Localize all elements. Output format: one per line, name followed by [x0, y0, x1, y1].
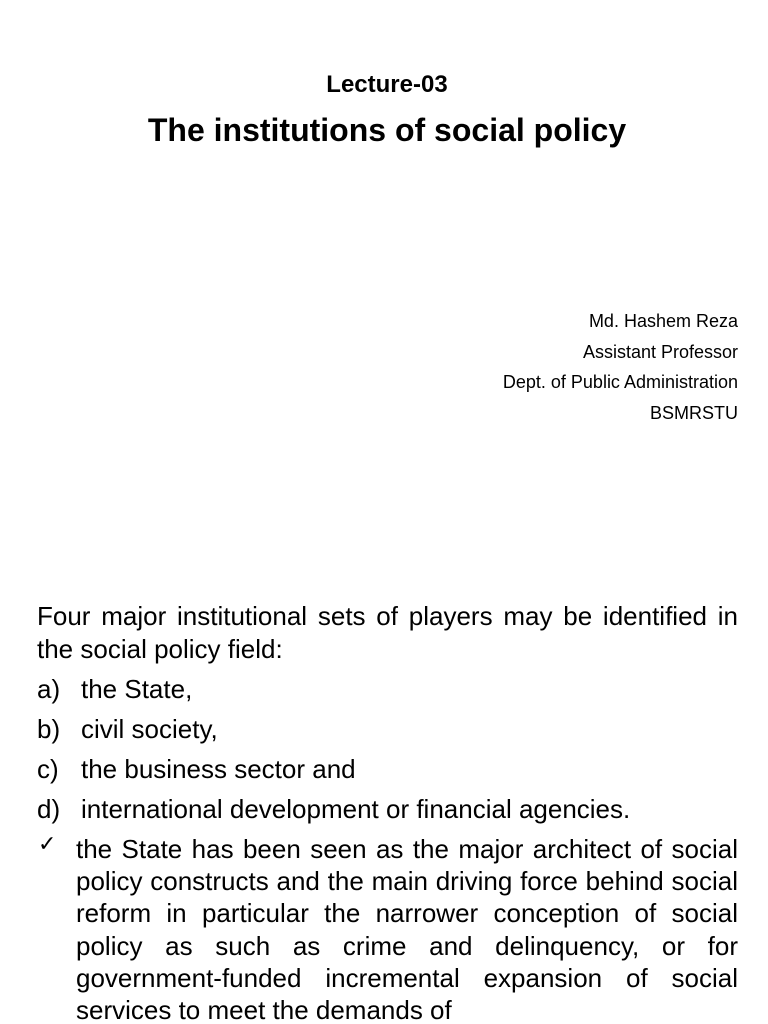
list-item-text: international development or financial agencies. [81, 794, 631, 824]
list-item-text: civil society, [81, 714, 218, 744]
author-block [503, 306, 738, 429]
author-name: Md. Hashem Reza [588, 311, 738, 331]
list-item-text: the business sector and [81, 754, 356, 784]
checkmark-icon: ✓ [38, 832, 57, 857]
institutions-list [37, 673, 738, 825]
author-department: Dept. of Public Administration [502, 372, 738, 393]
list-marker: c) [37, 754, 59, 784]
list-item [37, 753, 738, 785]
list-item [37, 713, 738, 745]
list-marker: d) [37, 794, 61, 824]
list-item [37, 793, 738, 825]
author-position: Assistant Professor [582, 341, 738, 362]
lecture-label: Lecture-03 [326, 71, 448, 98]
body-text [37, 600, 738, 1024]
list-item-text: the State, [81, 674, 193, 704]
check-paragraph [37, 833, 738, 1024]
list-marker: a) [37, 674, 61, 704]
author-institution: BSMRSTU [649, 403, 738, 424]
list-marker: b) [37, 714, 61, 744]
check-paragraph-text: the State has been seen as the major architect of social policy constructs and the main driving force behind social reform in particular the narrower conception of social policy as such as crime and delinquency, or for government-funded incremental expansion of social services to meet the demands of [76, 834, 738, 1024]
intro-paragraph: Four major institutional sets of players may be identified in the social policy field: [37, 601, 738, 664]
page-title: The institutions of social policy [147, 112, 627, 148]
list-item [37, 673, 738, 705]
